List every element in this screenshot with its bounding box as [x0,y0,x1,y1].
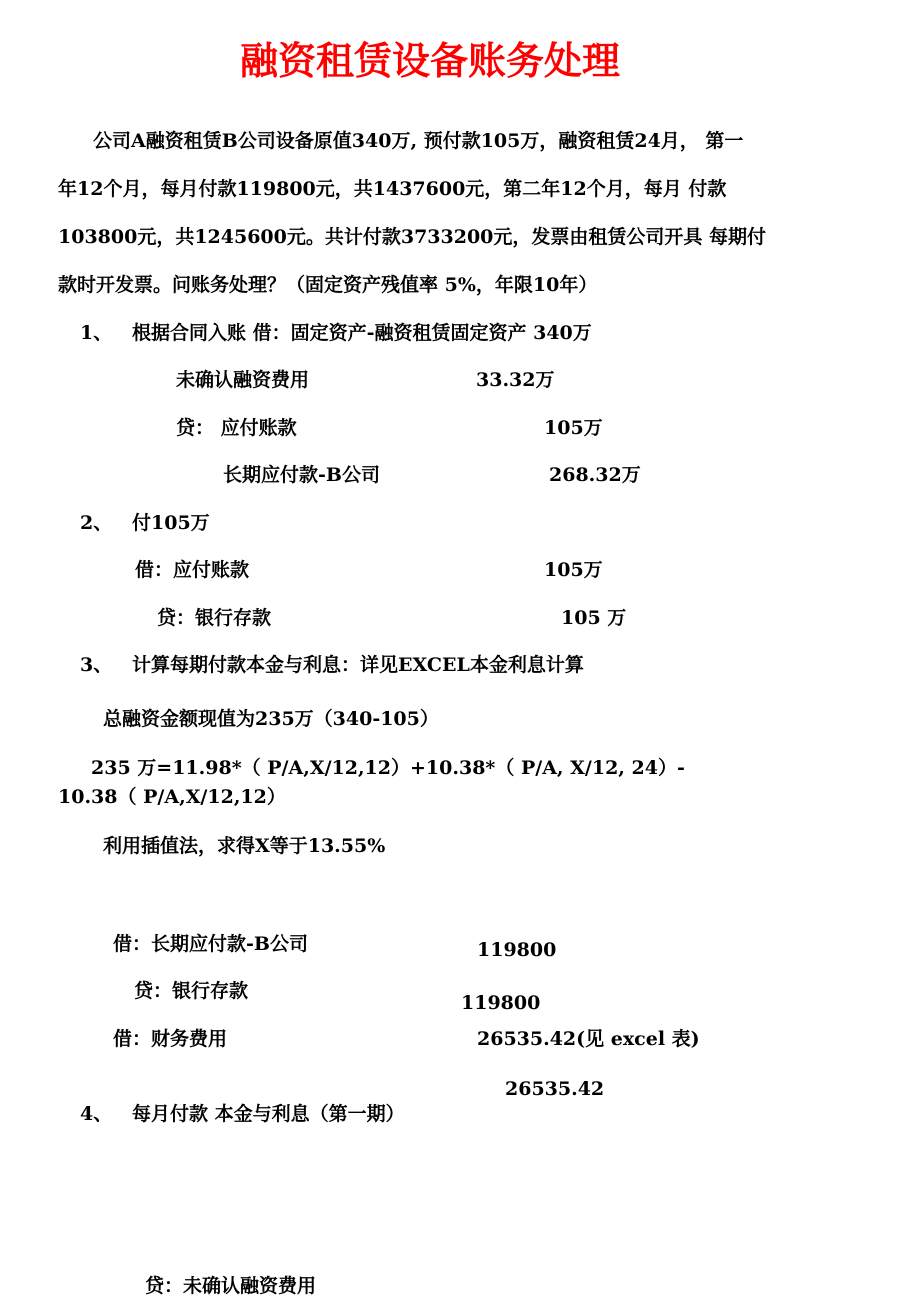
interpolation-result: 利用插值法，求得X等于13.55% [103,835,386,857]
entry-debit-payable-amount: 105万 [544,559,603,581]
entry-debit-long-term-amount: 119800 [477,939,557,961]
intro-line-3: 103800元，共1245600元。共计付款3733200元，发票由租赁公司开具 每期付 [58,226,767,248]
entry-accounts-payable-amount: 105万 [544,417,603,439]
entry-unrecognized-finance-label: 未确认融资费用 [176,369,310,391]
intro-line-1: 公司A融资租赁B公司设备原值340万, 预付款105万，融资租赁24月， 第一 [93,130,744,152]
entry-credit-bank-amount-2: 119800 [461,992,541,1014]
intro-line-2: 年12个月，每月付款119800元，共1437600元，第二年12个月，每月 付款 [58,178,727,200]
section-2-heading: 付105万 [132,512,210,534]
entry-debit-long-term-label: 借：长期应付款-B公司 [113,933,308,955]
intro-line-4: 款时开发票。问账务处理？（固定资产残值率 5%，年限10年） [58,274,598,296]
section-4-number: 4、 [80,1103,113,1125]
section-1-heading: 根据合同入账 借：固定资产-融资租赁固定资产 340万 [132,322,592,344]
section-1-number: 1、 [80,322,113,344]
section-3-number: 3、 [80,654,113,676]
entry-finance-cost-credit-amount: 26535.42 [505,1078,605,1100]
entry-debit-payable-label: 借：应付账款 [135,559,250,581]
formula-line-2: 10.38（ P/A,X/12,12） [58,786,286,808]
document-title: 融资租赁设备账务处理 [239,39,620,83]
present-value-line: 总融资金额现值为235万（340-105） [103,708,439,730]
entry-long-term-payable-amount: 268.32万 [549,464,641,486]
entry-credit-unrecognized-label: 贷：未确认融资费用 [145,1275,317,1297]
entry-credit-bank-label-2: 贷：银行存款 [134,980,249,1002]
section-4-heading: 每月付款 本金与利息（第一期） [132,1103,405,1125]
entry-credit-bank-amount: 105 万 [561,607,627,629]
section-3-heading: 计算每期付款本金与利息：详见EXCEL本金利息计算 [132,654,584,676]
entry-credit-bank-label: 贷：银行存款 [157,607,272,629]
entry-accounts-payable-label: 贷： 应付账款 [176,417,297,439]
entry-unrecognized-finance-amount: 33.32万 [476,369,555,391]
entry-long-term-payable-label: 长期应付款-B公司 [223,464,380,486]
entry-finance-cost-amount: 26535.42(见 excel 表) [477,1028,700,1050]
formula-line-1: 235 万=11.98*（ P/A,X/12,12）+10.38*（ P/A, X/12, 24）- [91,757,685,779]
entry-finance-cost-label: 借：财务费用 [113,1028,228,1050]
section-2-number: 2、 [80,512,113,534]
